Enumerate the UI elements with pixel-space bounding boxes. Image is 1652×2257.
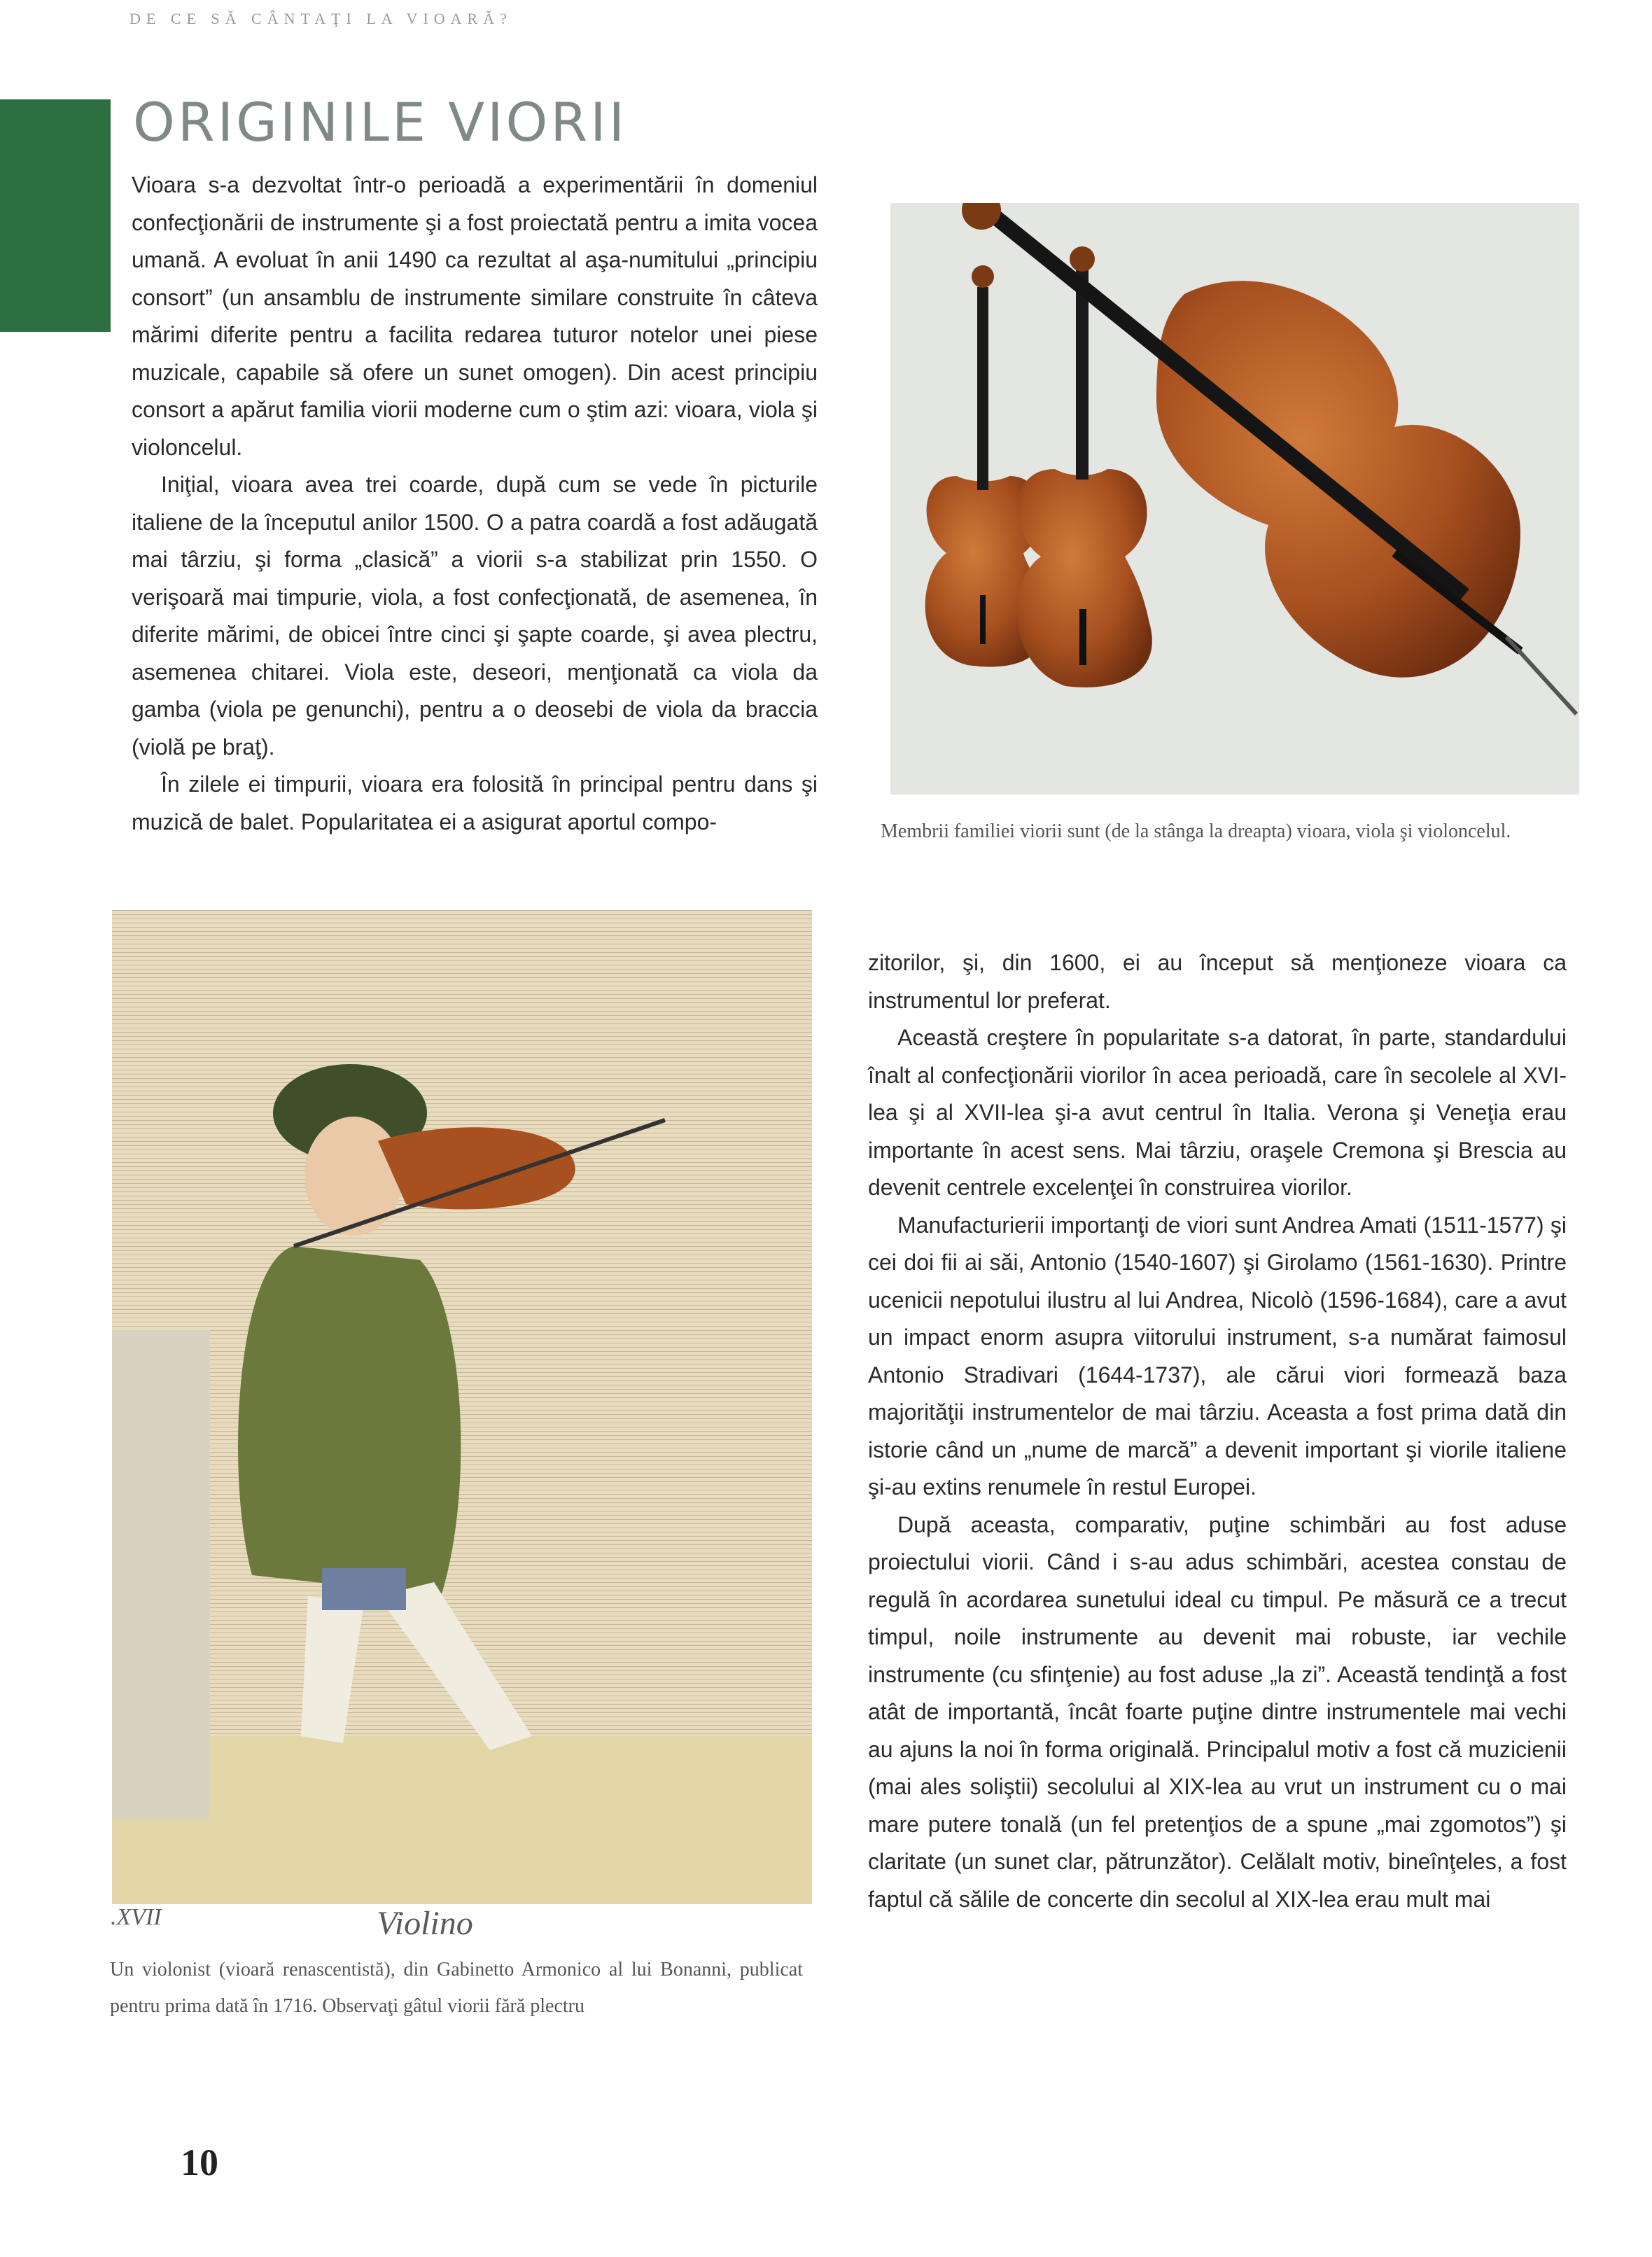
text-column-left	[132, 167, 818, 841]
paragraph-strings: Iniţial, vioara avea trei coarde, după cum se vede în picturile italiene de la începutul anilor 1500. O a patra coardă a fost adăugată mai târziu, şi forma „clasică” a viorii s-a stabilizat prin 1550. O verişoară mai timpurie, viola, a fost confecţionată, de asemenea, în diferite mărimi, de obicei între cinci şi şapte coarde, şi avea plectru, asemenea chitarei. Viola este, deseori, menţionată ca viola da gamba (viola pe genunchi), pentru a o deosebi de viola da braccia (violă pe braţ).	[132, 472, 818, 760]
engraving-plate-number: .XVII	[111, 1904, 162, 1930]
paragraph-early-days: În zilele ei timpurii, vioara era folosită în principal pentru dans şi muzică de balet. Popularitatea ei a asigurat aportul compo-	[132, 771, 818, 834]
paragraph-popularity: Această creştere în popularitate s-a datorat, în parte, standardului înalt al confecţionării viorilor în acea perioadă, care în secolele al XVI-lea şi al XVII-lea şi-a avut centrul în Italia. Verona şi Veneţia erau importante în acest sens. Mai târziu, oraşele Cremona şi Brescia au devenit centrele excelenţei în construirea viorilor.	[868, 1025, 1567, 1200]
photo-caption: Membrii familiei viorii sunt (de la stânga la dreapta) vioara, viola şi violoncelul.	[881, 820, 1511, 842]
running-head: DE CE SĂ CÂNTAŢI LA VIOARĂ?	[130, 10, 512, 27]
violinist-engraving-illustration	[112, 910, 812, 1904]
violin-family-photo	[890, 203, 1579, 795]
paragraph-origins: Vioara s-a dezvoltat într-o perioadă a experimentării în domeniul confecţionării de instrumente şi a fost proiectată pentru a imita vocea umană. A evoluat în anii 1490 ca rezultat al aşa-numitului „principiu consort” (un ansamblu de instrumente similare construite în câteva mărimi diferite pentru a facilita redarea tuturor notelor unei piese muzicale, capabile să ofere un sunet omogen). Din acest principiu consort a apărut familia viorii moderne cum o ştim azi: vioara, viola şi violoncelul.	[132, 172, 818, 460]
violin-icon	[378, 1127, 575, 1209]
paragraph-makers: Manufacturierii importanţi de viori sunt Andrea Amati (1511-1577) şi cei doi fii ai săi, Antonio (1540-1607) şi Girolamo (1561-1630). Printre ucenicii nepotului ilustru al lui Andrea, Nicolò (1596-1684), care a avut un impact enorm asupra viitorului instrument, s-a numărat faimosul Antonio Stradivari (1644-1737), ale cărui viori formează baza majorităţii instrumentelor de mai târziu. Aceasta a fost prima dată din istorie când un „nume de marcă” a devenit important şi viorile italiene şi-au extins renumele în restul Europei.	[868, 1212, 1567, 1500]
paragraph-composers: zitorilor, şi, din 1600, ei au început să menţioneze vioara ca instrumentul lor preferat.	[868, 950, 1567, 1013]
engraving-caption: Un violonist (vioară renascentistă), din Gabinetto Armonico al lui Bonanni, publicat pentru prima dată în 1716. Observaţi gâtul viorii fără plectru	[110, 1959, 803, 2017]
section-title: ORIGINILE VIORII	[133, 91, 627, 153]
text-column-right	[868, 944, 1567, 1918]
paragraph-changes: După aceasta, comparativ, puţine schimbări au fost aduse proiectului viorii. Când i s-au adus schimbări, acestea constau de regulă în acordarea sunetului ideal cu timpul. Pe măsură ce a trecut timpul, noile instrumente au devenit mai robuste, iar vechile instrumente (cu sfinţenie) au fost aduse „la zi”. Această tendinţă a fost atât de importantă, încât foarte puţine dintre instrumentele mai vechi au ajuns la noi în forma originală. Principalul motiv a fost că muzicienii (mai ales soliştii) secolului al XIX-lea au vrut un instrument cu o mai mare putere tonală (un fel pretenţios de a spune „mai zgomotos”) şi claritate (un sunet clar, pătrunzător). Celălalt motiv, bineînţeles, a fost faptul că sălile de concerte din secolul al XIX-lea erau mult mai	[868, 1511, 1567, 1912]
violin-family-illustration	[890, 203, 1579, 795]
chapter-color-tab	[0, 99, 111, 332]
engraving-violinist	[112, 910, 812, 1904]
viola-icon	[1017, 246, 1152, 687]
engraving-labels	[111, 1904, 811, 1946]
face-icon	[304, 1117, 402, 1236]
engraving-title: Violino	[377, 1905, 473, 1942]
page-number: 10	[181, 2141, 218, 2183]
